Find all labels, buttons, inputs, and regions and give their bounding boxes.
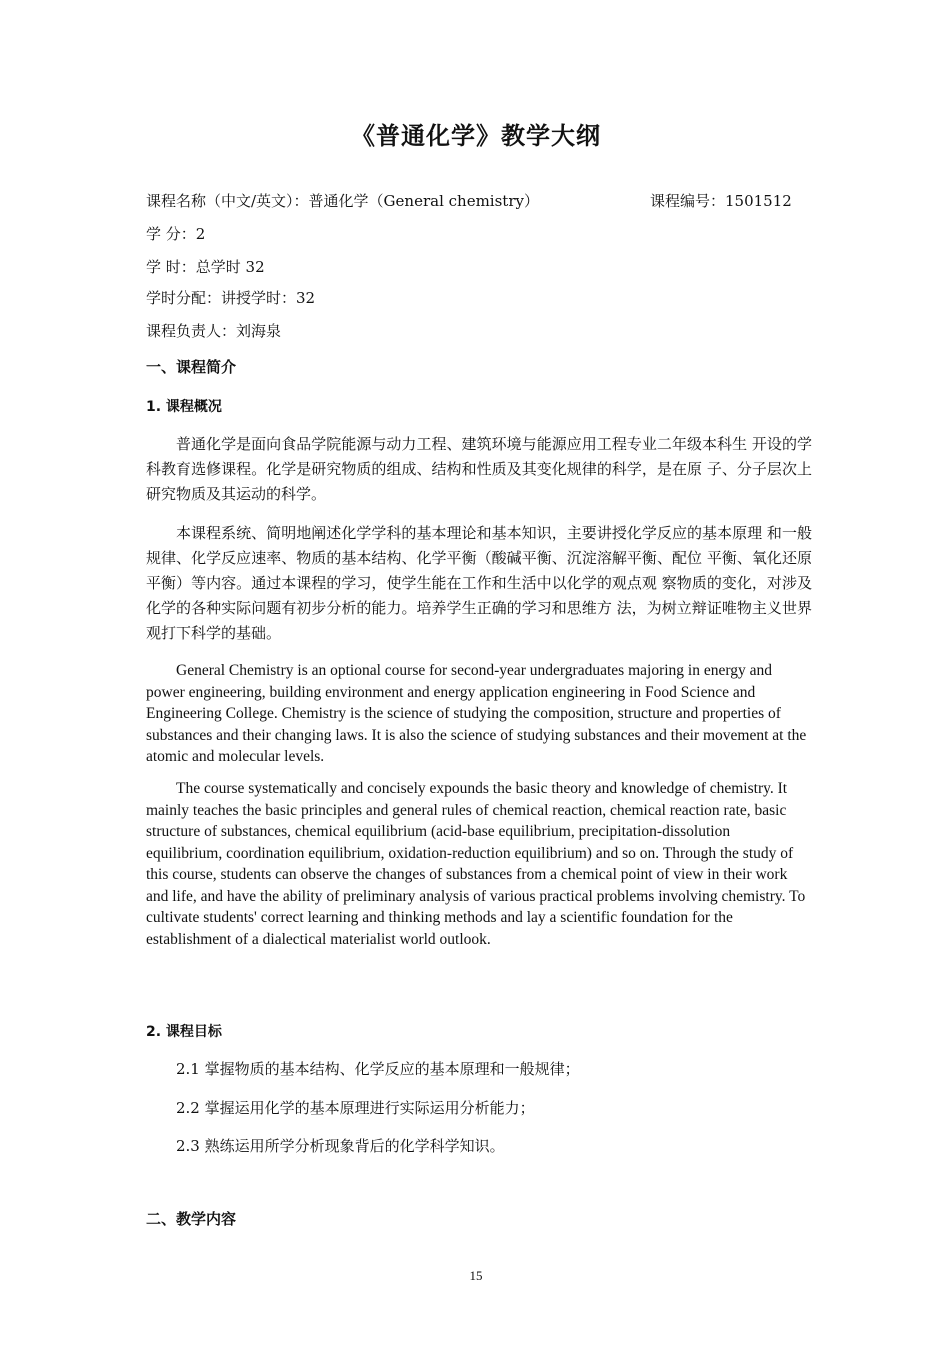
- course-leader: 课程负责人：刘海泉: [146, 322, 282, 340]
- paragraph-zh-1: 普通化学是面向食品学院能源与动力工程、建筑环境与能源应用工程专业二年级本科生 开设的学科教育选修课程。化学是研究物质的组成、结构和性质及其变化规律的科学，是在原 子、分子层次上研究物质及其运动的科学。: [146, 435, 812, 503]
- objective-item: 2.3 熟练运用所学分析现象背后的化学科学知识。: [176, 1137, 505, 1155]
- objective-item: 2.2 掌握运用化学的基本原理进行实际运用分析能力；: [176, 1099, 535, 1117]
- paragraph-en-2: The course systematically and concisely expounds the basic theory and knowledge of chemistry. It mainly teaches the basic principles and general rules of chemical reaction, chemical reaction rate, basic structure of substances, chemical equilibrium (acid-base equilibrium, precipitation-dissolution equilibrium, coordination equilibrium, oxidation-reduction equilibrium) and so on. Through the study of this course, students can observe the changes of substances from a chemical point of view in their work and life, and have the ability of preliminary analysis of various practical problems involving chemistry. To cultivate students' correct learning and thinking methods and lay a scientific foundation for the establishment of a dialectical materialist world outlook.: [146, 780, 806, 948]
- subsection-heading-overview: 1. 课程概况: [146, 399, 222, 415]
- course-code: 课程编号：1501512: [650, 192, 792, 210]
- paragraph-en-1: General Chemistry is an optional course for second-year undergraduates majoring in energy and power engineering, building environment and energy application engineering in Food Science and Engineering College. Chemistry is the science of studying the composition, structure and properties of substances and their changing laws. It is also the science of studying substances and their movement at the atomic and molecular levels.: [146, 662, 807, 765]
- subsection-heading-objectives: 2. 课程目标: [146, 1024, 222, 1040]
- objective-item: 2.1 掌握物质的基本结构、化学反应的基本原理和一般规律；: [176, 1060, 580, 1078]
- course-name: 课程名称（中文/英文）：普通化学（General chemistry）: [146, 192, 539, 210]
- course-credit: 学 分：2: [146, 225, 206, 243]
- section-heading-intro: 一、课程简介: [146, 358, 237, 376]
- page-number: 15: [469, 1268, 483, 1283]
- hour-allocation: 学时分配：讲授学时：32: [146, 289, 316, 307]
- paragraph-zh-2: 本课程系统、简明地阐述化学学科的基本理论和基本知识，主要讲授化学反应的基本原理 和一般规律、化学反应速率、物质的基本结构、化学平衡（酸碱平衡、沉淀溶解平衡、配位 平衡、氧化还原平衡）等内容。通过本课程的学习，使学生能在工作和生活中以化学的观点观 察物质的变化，对涉及化学的各种实际问题有初步分析的能力。培养学生正确的学习和思维方 法，为树立辩证唯物主义世界观打下科学的基础。: [146, 524, 812, 642]
- section-heading-content: 二、教学内容: [146, 1210, 237, 1228]
- document-title: 《普通化学》教学大纲: [351, 122, 601, 150]
- course-hours: 学 时：总学时 32: [146, 258, 265, 276]
